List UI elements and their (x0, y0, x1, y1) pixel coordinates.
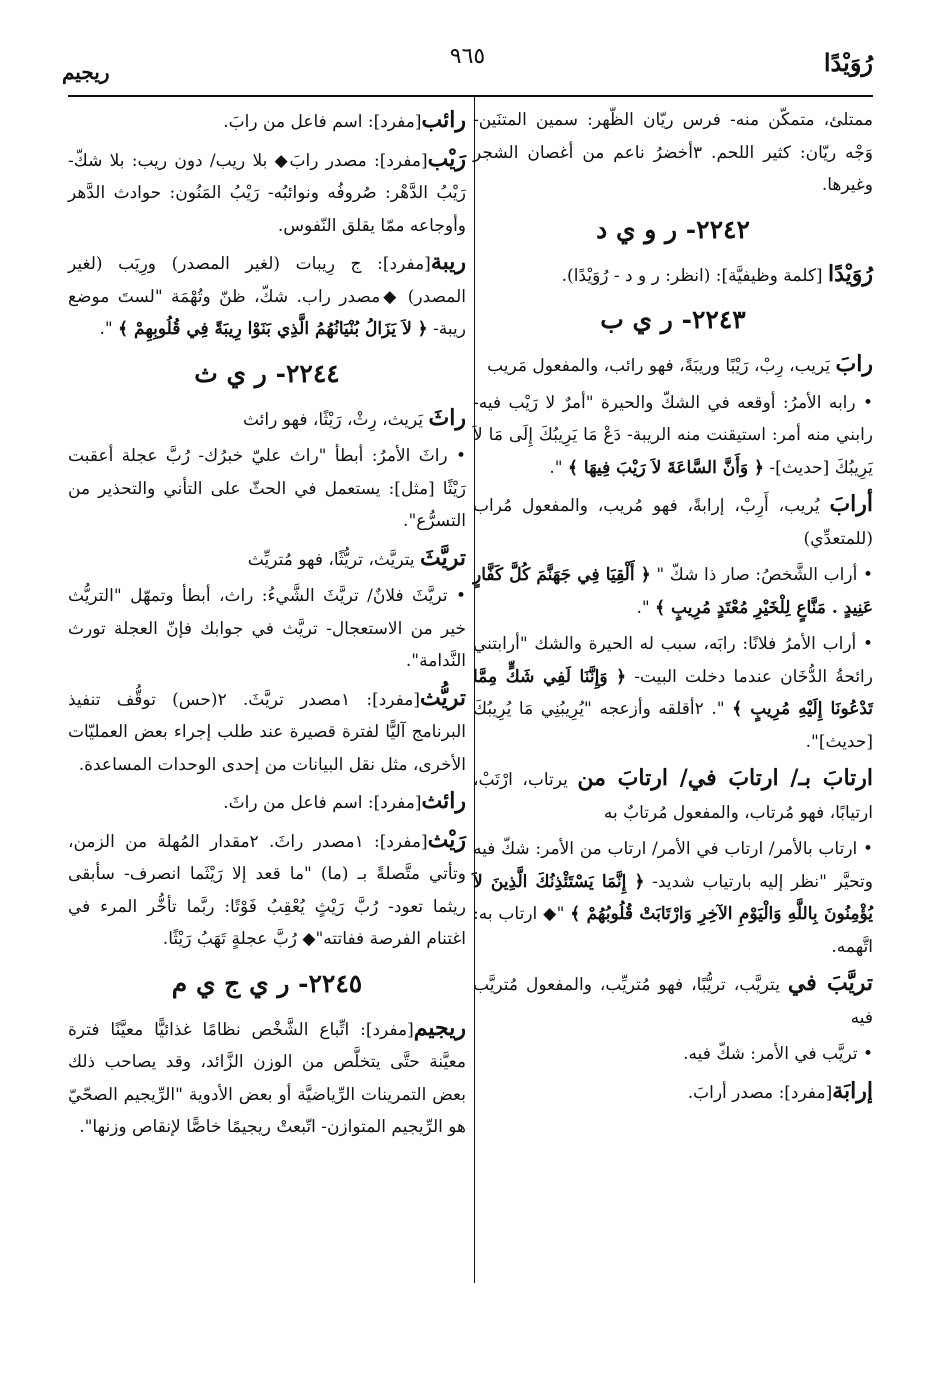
entry-ruwaydan (473, 258, 873, 293)
headword: ريبة (430, 249, 466, 275)
root-heading-2245: ٢٢٤٥- ر ي ج ي م (171, 968, 363, 998)
sense-tarayyatha-1: • تريَّثَ فلانٌ/ تريَّثَ الشَّيءُ: راث، أبطأ وتمهّل "التريُّث خير من الاستعجال- تريَّث في جوابك فإنّ العجلة تورث النَّدامة". (68, 586, 466, 671)
header-rule (68, 95, 873, 97)
entry-tarayyatha (68, 542, 466, 577)
headword: رائب (421, 107, 466, 133)
conjugation: يُريب، أَرِبْ، إرابةً، فهو مُريب، والمفعول مُراب (للمتعدِّي) (473, 496, 873, 549)
headword: إرابَة (832, 1077, 873, 1104)
left-column (68, 104, 466, 1148)
quran-quote: ﴿ وَأَنَّ السَّاعَةَ لاَ رَيْبَ فِيهَا ﴾ (568, 457, 765, 478)
entry-ratha (68, 402, 466, 437)
entry-rayth (68, 824, 466, 956)
sense-end: ". (636, 597, 656, 618)
definition: [كلمة وظيفيَّة]: (انظر: ر و د - رُوَيْدًا). (561, 265, 823, 286)
right-column (473, 104, 873, 1113)
definition: [مفرد]: اسم فاعل من راثَ. (223, 793, 422, 813)
entry-rayb (68, 143, 466, 243)
continued-entry-text: ممتلئ، متمكّن منه- فرس ريّان الظّهر: سمين المتنَين- وَجْه ريّان: كثير اللحم. ٣أخضرُ ناعم من أغصان الشجر وغيرها. (473, 110, 873, 195)
headword: تريَّثَ (420, 544, 466, 571)
headword: تريَّبَ في (787, 970, 874, 996)
definition: [مفرد]: اسم فاعل من رابَ. (223, 112, 422, 132)
running-head-last-word: ريجيم (62, 60, 110, 84)
headword: ريجيم (413, 1014, 466, 1041)
root-heading-2242: ٢٢٤٢- ر و ي د (596, 214, 750, 244)
definition: [مفرد]: ١مصدر تريَّثَ. ٢(حس) توقُّف تنفيذ البرنامج آليًّا لفترة قصيرة عند طلب إجراء بعض العمليّات الأخرى، مثل نقل البيانات من إحدى الوحدات المساعدة. (68, 689, 466, 775)
conjugation: يتريَّث، تريُّثًا، فهو مُتريِّث (247, 549, 415, 570)
definition: [مفرد]: ١مصدر راثَ. ٢مقدار المُهلة من الزمن، وتأتي متَّصلةً بـ (ما) "ما قعد إلا رَيْثَما انصرف- سأبقى ريثما تعود- رُبَّ رَيْثٍ يُعْقِبُ فَوْتًا: ربَّما تأخُّر المرء في اغتنام الفرصة ففاتته"◆ رُبَّ عجلةٍ تَهَبُ رَيْثًا. (68, 831, 466, 949)
conjugation: يرتاب، ارْتَبْ، ارتيابًا، فهو مُرتاب، والمفعول مُرتابٌ به (473, 770, 873, 823)
headword: رَيْث (427, 826, 466, 853)
headword: رُوَيْدًا (827, 260, 873, 287)
headword: رَيْب (427, 145, 466, 172)
entry-araba (473, 488, 873, 555)
sense-irtaba-1 (473, 833, 873, 963)
sense-text: • رابه الأمرُ: أوقعه في الشكّ والحيرة "أمرٌ لا رَيْب فيه- رابني منه أمر: استيقنت منه الريبة- دَعْ مَا يَرِيبُكَ إِلَى مَا لاَ يَرِيبُكَ [حديث]- (473, 392, 873, 478)
entry-irtaba (473, 762, 873, 829)
sense-tarayyaba-1: • تريَّب في الأمر: شكّ فيه. (683, 1044, 873, 1064)
sense-ratha-1: • راثَ الأمرُ: أبطأ "راث عليّ خبرُك- رُبَّ عجلة أعقبت رَيْثًا [مثل]: يستعمل في الحثّ على التأني والتحذير من التسرُّع". (68, 446, 466, 531)
sense-araba-2 (473, 628, 873, 758)
entry-rijim (68, 1012, 466, 1144)
sense-end: ". (549, 457, 569, 478)
definition: [مفرد]: اتِّباع الشَّخْص نظامًا غذائيًّا معيَّنًا فترة معيَّنة حتَّى يتخلَّص من الوزن الزَّائد، وقد يصاحب ذلك بعض التمرينات الرِّياضيَّة أو بعض الأدوية "الرِّيجيم الصحّيّ هو الرِّيجيم المتوازن- اتّبعتْ ريجيمًا خاصًّا لإنقاص وزنها". (68, 1019, 466, 1137)
definition: [مفرد]: مصدر أرابَ. (687, 1082, 833, 1103)
sense-raba-1 (473, 387, 873, 485)
definition: [مفرد]: ج رِيبات (لغير المصدر) ورِيَب (لغير المصدر) ◆مصدر راب. شكّ، ظنّ وتُهْمَة "لستَ موضع ريبة- (68, 254, 466, 339)
sense-end: ". ٢أقلقه وأزعجه "يُرِيبُنِي مَا يُرِيبُكَ [حديث]". (473, 699, 873, 752)
headword: راثَ (428, 404, 466, 431)
sense-text: • أراب الأمرُ فلانًا: رابَه، سبب له الحيرة والشك "أرابتني رائحةُ الدُّخَان عندما دخلت البيت- (473, 634, 873, 687)
sense-araba-1 (473, 559, 873, 624)
definition-end: ". (99, 319, 119, 339)
sense-text: • أراب الشَّخصُ: صار ذا شكّ " (650, 565, 873, 585)
entry-iraba (473, 1075, 873, 1110)
sense-end: "◆ ارتاب به: اتَّهمه. (473, 904, 873, 957)
quran-quote: ﴿ أَلْقِيَا فِي جَهَنَّمَ كُلَّ كَفَّارٍ عَنِيدٍ . مَنَّاعٍ لِلْخَيْرِ مُعْتَدٍ مُرِيبٍ ﴾ (473, 565, 873, 618)
entry-riba (68, 246, 466, 346)
entry-tarayyuth (68, 682, 466, 782)
quran-quote: ﴿ وَإِنَّنَا لَفِي شَكٍّ مِمَّا تَدْعُونَا إِلَيْهِ مُرِيبٍ ﴾ (473, 666, 874, 719)
entry-raith (68, 785, 466, 820)
conjugation: يَريث، رِثْ، رَيْثًا، فهو رائث (242, 409, 424, 430)
running-head (62, 40, 873, 90)
headword: أرابَ (829, 491, 873, 517)
page-number: ٩٦٥ (449, 44, 486, 69)
entry-raib (68, 104, 466, 139)
running-head-first-word: رُوَيْدًا (823, 48, 873, 77)
quran-quote: ﴿ لاَ يَزَالُ بُنْيَانُهُمُ الَّذِي بَنَوْا رِيبَةً فِي قُلُوبِهِمْ ﴾ (118, 319, 428, 339)
definition: [مفرد]: مصدر رابَ◆ بلا ريب/ دون ريب: بلا شكّ- رَيْبُ الدَّهْر: صُروفُه ونوائبُه- رَيْبُ المَنُون: حوادث الدَّهر وأوجاعه ممّا يقلق النّفوس. (68, 150, 466, 236)
entry-raba (473, 348, 873, 383)
headword: رابَ (835, 351, 873, 377)
conjugation: يتريَّب، تريُّبًا، فهو مُتريِّب، والمفعول مُتريَّب فيه (473, 975, 873, 1028)
root-heading-2244: ٢٢٤٤- ر ي ث (194, 358, 340, 388)
quran-quote: ﴿ إِنَّمَا يَسْتَئْذِنُكَ الَّذِينَ لاَ يُؤْمِنُونَ بِاللَّهِ وَالْيَوْمِ الآخِرِ وَارْتَابَتْ قُلُوبُهُمْ ﴾ (473, 871, 874, 924)
root-heading-2243: ٢٢٤٣- ر ي ب (600, 305, 746, 334)
headword: تريُّث (420, 684, 466, 711)
headword: ارتابَ بـ/ ارتابَ في/ ارتابَ من (577, 765, 874, 791)
conjugation: يَريب، رِبْ، رَيْبًا وريبَةً، فهو رائب، والمفعول مَريب (487, 356, 831, 376)
entry-tarayyaba (473, 967, 873, 1034)
headword: رائث (421, 788, 466, 814)
sense-text: • ارتاب بالأمر/ ارتاب في الأمر/ ارتاب من الأمر: شكّ فيه وتحيَّر "نظر إليه بارتياب شديد- (473, 839, 873, 892)
